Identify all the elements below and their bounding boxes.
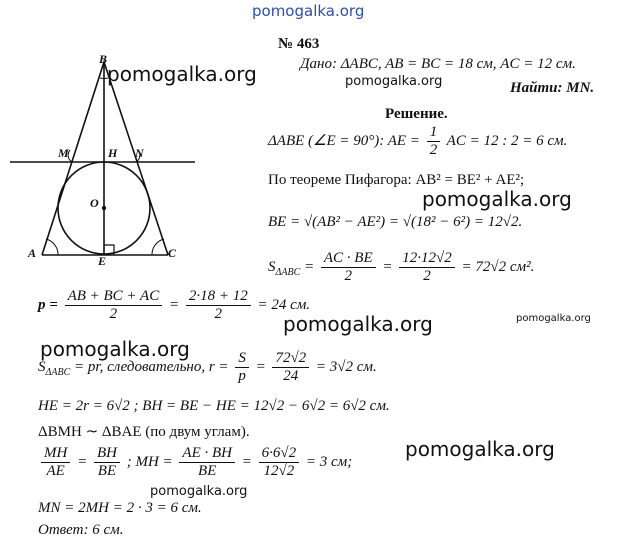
p-prefix: p = [38, 296, 58, 313]
label-m: M [58, 146, 69, 160]
mh-frac4-den: 12√2 [263, 463, 295, 479]
p-frac2-den: 2 [214, 306, 223, 322]
p-fraction-2 [186, 288, 251, 323]
abe-frac-num: 1 [427, 124, 441, 142]
p-frac1-num: AB + BC + AC [65, 288, 163, 306]
label-c: C [168, 246, 177, 260]
r-frac1-num: S [235, 350, 249, 368]
area-fraction-1 [321, 250, 376, 285]
p-frac2-num: 2·18 + 12 [186, 288, 251, 306]
mh-fraction-1 [41, 445, 70, 480]
mh-frac4-num: 6·6√2 [259, 445, 299, 463]
mh-mid: ; MH = [126, 453, 173, 470]
r-result: = 3√2 см. [315, 358, 377, 375]
area-result: = 72√2 см². [461, 258, 535, 275]
r-s-sub: ΔABC [45, 366, 71, 378]
find-line: Найти: MN. [510, 80, 595, 96]
mh-frac3-den: BE [198, 463, 217, 479]
watermark-figure[interactable]: pomogalka.org [107, 62, 257, 86]
solution-heading: Решение. [385, 106, 448, 122]
abe-suffix: AC = 12 : 2 = 6 см. [446, 132, 568, 149]
label-h: H [108, 146, 118, 160]
mh-fraction-3 [179, 445, 235, 480]
angle-arc-a [46, 239, 58, 255]
answer-line: Ответ: 6 см. [38, 522, 124, 538]
pythagoras-line: По теореме Пифагора: AB² = BE² + AE²; [268, 172, 525, 188]
label-b: B [99, 52, 108, 66]
mh-fraction-2 [94, 445, 120, 480]
similar-line: ΔBMH ∼ ΔBAE (по двум углам). [38, 424, 250, 440]
r-frac2-den: 24 [283, 368, 299, 384]
watermark-theorem[interactable]: pomogalka.org [422, 187, 572, 211]
mh-result: = 3 см; [305, 453, 353, 470]
r-text: = pr, следовательно, r = [74, 358, 229, 375]
abe-prefix: ΔABE (∠E = 90°): AE = [268, 132, 420, 149]
label-e: E [98, 254, 107, 268]
area-frac1-den: 2 [344, 268, 353, 284]
mh-frac3-num: AE · BH [179, 445, 235, 463]
p-fraction-1 [65, 288, 163, 323]
angle-arc-c [152, 239, 164, 255]
problem-number: № 463 [278, 36, 320, 52]
center-point-o [102, 206, 106, 210]
watermark-right-small[interactable]: pomogalka.org [516, 313, 591, 324]
radius-line: $S_{\Delta ABC}$ = pr, следовательно, r = $\frac{S}{p}$ = $\frac{72√2}{24}$ = 3√2 см. [38, 350, 377, 384]
label-o: O [90, 196, 99, 210]
area-line: $S_{\Delta ABC}$ = $\frac{AC \cdot BE}{2}$ = $\frac{12\cdot 12√2}{2}$ = 72√2 см². [268, 250, 535, 284]
r-fraction-2 [272, 350, 309, 385]
area-s-sub: ΔABC [275, 266, 301, 278]
watermark-middle[interactable]: pomogalka.org [283, 312, 433, 336]
semiperimeter-line: p = $\frac{AB + BC + AC}{2}$ = $\frac{2\cdot 18 + 12}{2}$ = 24 см. [38, 288, 311, 322]
mh-frac1-den: AE [46, 463, 65, 479]
mh-line: $\frac{MH}{AE}$ = $\frac{BH}{BE}$ ; MH = $\frac{AE \cdot BH}{BE}$ = $\frac{6\cdot 6√2}{12√2}$ = 3 см; [38, 445, 352, 480]
r-frac1-den: p [238, 368, 246, 384]
mh-frac2-den: BE [97, 463, 117, 479]
mh-frac2-num: BH [94, 445, 120, 463]
watermark-given[interactable]: pomogalka.org [345, 74, 443, 89]
watermark-top[interactable]: pomogalka.org [252, 2, 365, 20]
area-fraction-2 [399, 250, 454, 285]
abe-fraction [427, 124, 441, 159]
watermark-left[interactable]: pomogalka.org [40, 337, 190, 361]
label-a: A [28, 246, 37, 260]
he-line: HE = 2r = 6√2 ; BH = BE − HE = 12√2 − 6√2 = 6√2 см. [38, 398, 390, 414]
area-eq: = [304, 258, 315, 275]
label-n: N [135, 146, 144, 160]
p-result: = 24 см. [257, 296, 311, 313]
area-frac2-num: 12·12√2 [399, 250, 454, 268]
mh-frac1-num: MH [41, 445, 70, 463]
r-frac2-num: 72√2 [272, 350, 309, 368]
abe-frac-den: 2 [429, 142, 438, 158]
area-frac1-num: AC · BE [321, 250, 376, 268]
r-s: S [38, 358, 46, 375]
mh-fraction-4 [259, 445, 299, 480]
watermark-right-big[interactable]: pomogalka.org [405, 437, 555, 461]
area-frac2-den: 2 [423, 268, 431, 284]
given-line: Дано: ΔABC, AB = BC = 18 см, AC = 12 см. [300, 56, 576, 72]
r-fraction-1 [235, 350, 249, 385]
watermark-bottom[interactable]: pomogalka.org [150, 484, 248, 499]
p-frac1-den: 2 [109, 306, 118, 322]
abe-line [268, 124, 567, 159]
be-line: BE = √(AB² − AE²) = √(18² − 6²) = 12√2. [268, 214, 523, 230]
mn-line: MN = 2MH = 2 · 3 = 6 см. [38, 500, 202, 516]
area-s: S [268, 258, 276, 275]
